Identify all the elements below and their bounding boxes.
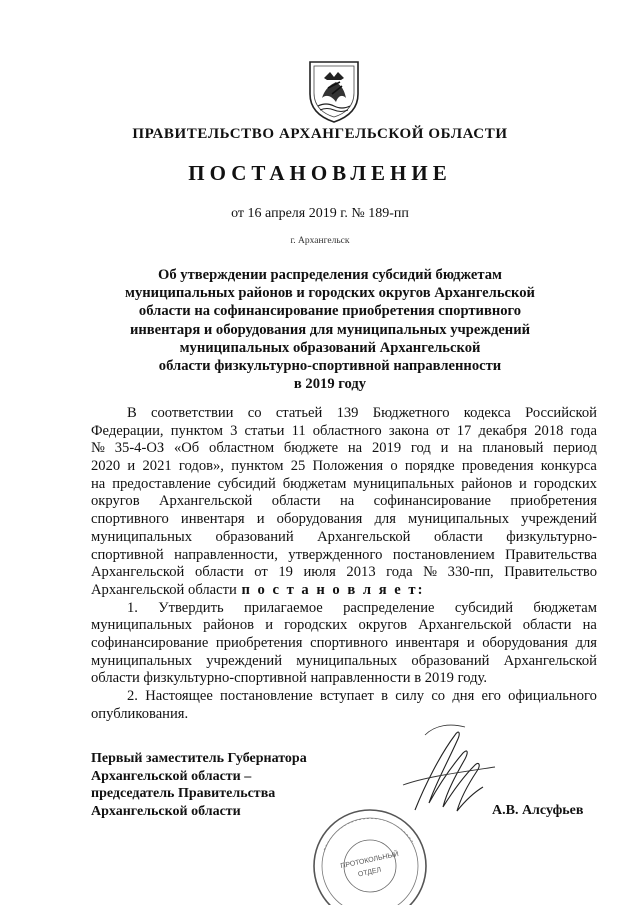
document-title [100,266,560,393]
title-line: муниципальных районов и городских округов Архангельской [125,285,535,302]
position-line: Первый заместитель Губернатора [91,751,307,766]
position-line: Архангельской области – [91,768,252,784]
title-line: области на софинансирование приобретения спортивного [138,303,522,320]
government-name: ПРАВИТЕЛЬСТВО АРХАНГЕЛЬСКОЙ ОБЛАСТИ [132,126,508,142]
body-line: 2. Настоящее постановление вступает в силу со дня его официального [127,688,597,704]
item-2-paragraph [91,688,597,706]
item-1-paragraph [91,600,597,671]
svg-text:ПРОТОКОЛЬНЫЙ: ПРОТОКОЛЬНЫЙ [339,850,400,871]
body-line: № 35-4-ОЗ «Об областном бюджете на 2019 год и на плановый период [91,440,597,457]
document-body [91,405,597,723]
body-line: муниципальных образований Архангельской области физкультурно- [91,528,597,545]
body-line [91,582,597,600]
body-line: 2020 и 2021 годов», пунктом 25 Положения о порядке проведения конкурса [91,458,597,475]
body-text: области физкультурно-спортивной направленности в 2019 году. [91,670,487,687]
body-line: муниципальных учреждений муниципальных образований Архангельской [91,652,597,669]
svg-text:ОТДЕЛ: ОТДЕЛ [357,866,382,879]
decree-word: п о с т а н о в л я е т: [241,581,425,598]
body-line: Федерации, пунктом 3 статьи 11 областного закона от 17 декабря 2018 года [91,422,597,439]
body-line: муниципальных районов и городских округов Архангельской области на [91,617,597,634]
title-line: Об утверждении распределения субсидий бюджетам [157,267,502,283]
title-line: инвентаря и оборудования для муниципальных учреждений [129,321,531,338]
title-line: в 2019 году [293,376,367,393]
document-type: ПОСТАНОВЛЕНИЕ [188,161,452,185]
body-text: Архангельской области [91,581,237,598]
body-line: спортивной направленности, утвержденного постановлением Правительства [91,546,597,563]
body-line: 1. Утвердить прилагаемое распределение субсидий бюджетам [127,599,597,616]
body-line [91,706,597,724]
body-text: опубликования. [91,705,189,722]
body-line: спортивного инвентаря и оборудования для муниципальных учреждений [91,511,597,528]
signatory-position [91,750,307,820]
coat-of-arms-icon [306,58,362,124]
title-line: муниципальных образований Архангельской [179,339,481,356]
date-number: от 16 апреля 2019 г. № 189-пп [231,206,409,221]
body-line: на предоставление субсидий бюджетам муниципальных районов и городских [91,475,597,492]
official-stamp [310,800,430,905]
body-line: В соответствии со статьей 139 Бюджетного кодекса Российской [127,405,597,421]
title-line: области физкультурно-спортивной направленности [158,358,502,375]
body-line: округов Архангельской области на софинансирование приобретения [91,493,597,510]
preamble-paragraph [91,405,597,582]
position-line: Архангельской области [91,803,241,819]
city: г. Архангельск [290,236,350,246]
body-line [91,670,597,688]
body-line: софинансирование приобретения спортивного инвентаря и оборудования для [91,634,597,651]
signatory-name: А.В. Алсуфьев [492,803,584,818]
body-line: Архангельской области от 19 июля 2013 года № 330-пп, Правительство [91,564,597,581]
position-line: председатель Правительства [91,786,276,801]
